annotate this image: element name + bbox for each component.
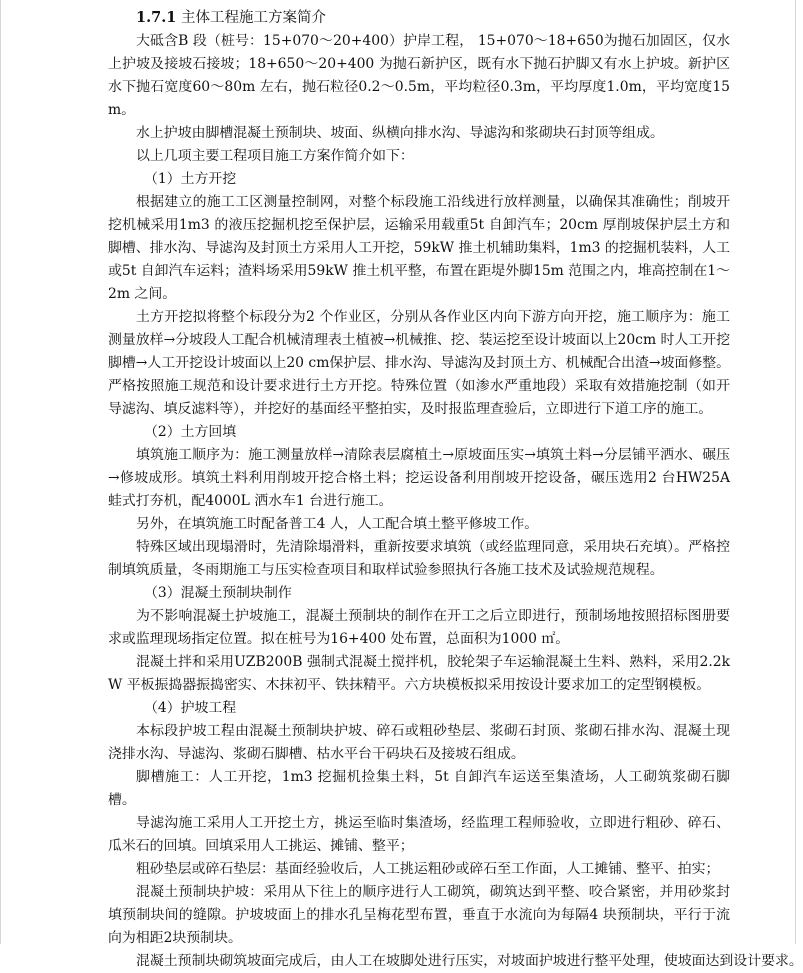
paragraph-slope-composition: 水上护坡由脚槽混凝土预制块、坡面、纵横向排水沟、导滤沟和浆砌块石封顶等组成。: [136, 125, 664, 141]
paragraph-foot-trench: 脚槽施工：人工开挖，1m3 挖掘机捡集土料，5t 自卸汽车运送至集渣场，人工砌筑浆砌石脚槽。: [108, 769, 730, 808]
section-title: 主体工程施工方案简介: [180, 10, 326, 26]
paragraph-cushion-layer: 粗砂垫层或碎石垫层：基面经验收后，人工挑运粗砂或碎石至工作面，人工摊铺、整平、拍实；: [136, 861, 720, 877]
paragraph-slope-works: 本标段护坡工程由混凝土预制块护坡、碎石或粗砂垫层、浆砌石封顶、浆砌石排水沟、混凝土现浇排水沟、导滤沟、浆砌石脚槽、枯水平台干码块石及接坡石组成。: [108, 723, 730, 762]
paragraph-precast-site: 为不影响混凝土护坡施工，混凝土预制块的制作在开工之后立即进行，预制场地按照招标图册要求或监理现场指定位置。拟在桩号为16+400 处布置，总面积为1000 ㎡。: [108, 608, 730, 647]
subsection-title-earth-backfill: （2）土方回填: [144, 424, 237, 440]
subsection-title-precast-blocks: （3）混凝土预制块制作: [144, 585, 292, 601]
paragraph-filter-ditch: 导滤沟施工采用人工开挖土方，挑运至临时集渣场，经监理工程师验收，立即进行粗砂、碎石、瓜米石的回填。回填采用人工挑运、摊铺、整平；: [108, 815, 730, 854]
paragraph-backfill-labor: 另外，在填筑施工时配备普工4 人，人工配合填土整平修坡工作。: [136, 516, 539, 532]
page-left-border: [0, 0, 1, 944]
document-body: [108, 6, 803, 973]
section-number: 1.7.1: [136, 9, 177, 26]
paragraph-excavation-machinery: 根据建立的施工工区测量控制网，对整个标段施工沿线进行放样测量，以确保其准确性；削坡开挖机械采用1m3 的液压挖掘机挖至保护层，运输采用载重5t 自卸汽车；20cm 厚削坡保护层土方和脚槽、排水沟、导滤沟及封顶土方采用人工开挖，59kW 推土机辅助集料，1m3 的挖掘机装料，人工或5t 自卸汽车运料；渣料场采用59kW 推土机平整，布置在距堤外脚15m 范围之内，堆高控制在1～2m 之间。: [108, 194, 730, 302]
paragraph-block-laying: 混凝土预制块护坡：采用从下往上的顺序进行人工砌筑，砌筑达到平整、咬合紧密，并用砂浆封填预制块间的缝隙。护坡坡面上的排水孔呈梅花型布置，垂直于水流向为每隔4 块预制块，平行于流向为相距2块预制块。: [108, 884, 730, 946]
paragraph-project-scope: 大砥含B 段（桩号：15+070～20+400）护岸工程， 15+070～18+650为抛石加固区，仅水上护坡及接坡石接坡；18+650～20+400 为抛石新护区，既有水下抛石护脚又有水上护坡。新护区水下抛石宽度60～80m 左右，抛石粒径0.2～0.5m，平均粒径0.3m，平均厚度1.0m，平均宽度15m。: [108, 33, 730, 118]
paragraph-backfill-sequence: 填筑施工顺序为：施工测量放样→清除表层腐植土→原坡面压实→填筑土料→分层铺平洒水、碾压→修坡成形。填筑土料利用削坡开挖合格土料；挖运设备利用削坡开挖设备，碾压选用2 台HW25A 蛙式打夯机，配4000L 洒水车1 台进行施工。: [108, 447, 730, 509]
paragraph-intro: 以上几项主要工程项目施工方案作简介如下：: [136, 148, 414, 164]
section-heading: [108, 6, 730, 30]
paragraph-partial-cut-off: 混凝土预制块砌筑坡面完成后，由人工在坡脚处进行压实，对坡面护坡进行整平处理，使坡面达到设计要求。: [136, 953, 803, 969]
subsection-title-slope-protection: （4）护坡工程: [144, 700, 237, 716]
subsection-title-earth-excavation: （1）土方开挖: [144, 171, 237, 187]
paragraph-backfill-special: 特殊区域出现塌滑时，先清除塌滑料，重新按要求填筑（或经监理同意，采用块石充填）。严格控制填筑质量，冬雨期施工与压实检查项目和取样试验参照执行各施工技术及试验规范规程。: [108, 539, 730, 578]
page-right-border: [795, 0, 796, 944]
paragraph-concrete-mixing: 混凝土拌和采用UZB200B 强制式混凝土搅拌机，胶轮架子车运输混凝土生料、熟料，采用2.2kW 平板振捣器振捣密实、木抹初平、铁抹精平。六方块模板拟采用按设计要求加工的定型钢模板。: [108, 654, 730, 693]
paragraph-excavation-sequence: 土方开挖拟将整个标段分为2 个作业区，分别从各作业区内向下游方向开挖，施工顺序为：施工测量放样→分坡段人工配合机械清理表土植被→机械推、挖、装运挖至设计坡面以上20cm 时人工开挖脚槽→人工开挖设计坡面以上20 cm保护层、排水沟、导滤沟及封顶土方、机械配合出渣→坡面修整。严格按照施工规范和设计要求进行土方开挖。特殊位置（如渗水严重地段）采取有效措施挖制（如开导滤沟、填反滤料等），并挖好的基面经平整拍实，及时报监理查验后，立即进行下道工序的施工。: [108, 309, 730, 417]
